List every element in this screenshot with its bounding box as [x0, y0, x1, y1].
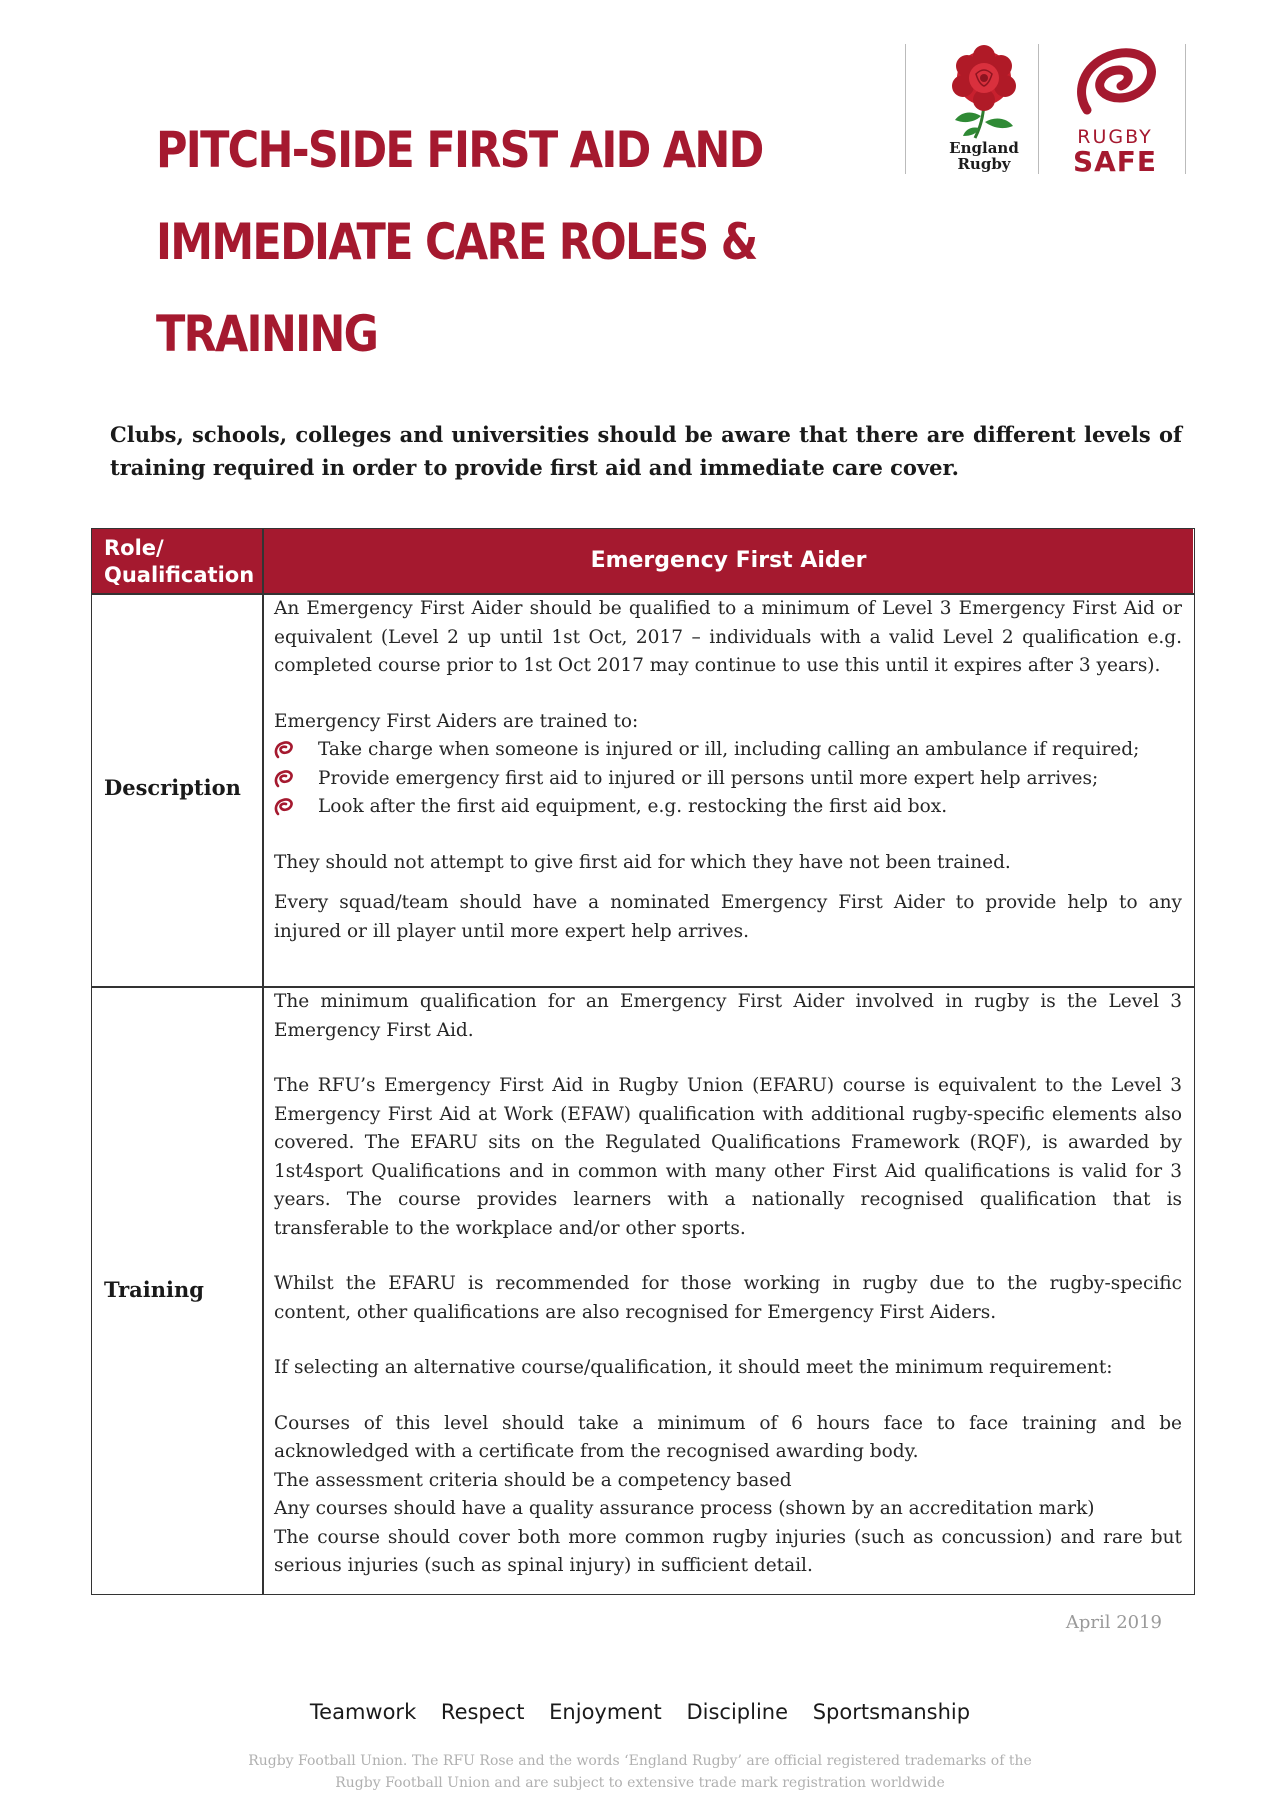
value-enjoyment: Enjoyment — [549, 1700, 662, 1724]
row-label-description: Description — [104, 775, 241, 800]
description-cell — [274, 595, 1182, 946]
description-paragraph: Every squad/team should have a nominated Emergency First Aider to provide help to any injured or ill player until more expert help arrives. — [274, 892, 1182, 942]
training-paragraph: Whilst the EFARU is recommended for those working in rugby due to the rugby-specific content, other qualifications are also recognised for Emergency First Aiders. — [274, 1273, 1182, 1323]
title-line-3: TRAINING — [156, 305, 378, 363]
list-item: Take charge when someone is injured or ill, including calling an ambulance if required; — [274, 736, 1182, 765]
rugby-safe-bullet-icon — [274, 769, 294, 789]
training-paragraph: Courses of this level should take a minimum of 6 hours face to face training and be acknowledged with a certificate from the recognised awarding body. — [274, 1412, 1182, 1462]
value-discipline: Discipline — [686, 1700, 789, 1724]
header-logos — [905, 40, 1187, 178]
rugby-safe-wordmark: RUGBY SAFE — [1072, 126, 1158, 178]
legal-notice: Rugby Football Union. The RFU Rose and the words ‘England Rugby’ are official registered trademarks of the Rugby Football Union and are subject to extensive trade mark registration worldwide — [248, 1753, 1032, 1791]
logo-divider — [905, 44, 906, 174]
description-paragraph: They should not attempt to give first aid for which they have not been trained. — [274, 851, 1011, 873]
core-values — [0, 1700, 1280, 1724]
training-cell — [274, 988, 1182, 1581]
header-role-qualification: Role/ Qualification — [104, 536, 255, 587]
roles-table — [91, 528, 1195, 1595]
intro-text: Clubs, schools, colleges and universities should be aware that there are different levels of training required in order to provide first aid and immediate care cover. — [110, 422, 1182, 480]
training-paragraph: If selecting an alternative course/qualification, it should meet the minimum requirement: — [274, 1357, 1113, 1378]
training-paragraph: The minimum qualification for an Emergency First Aider involved in rugby is the Level 3 Emergency First Aid. — [274, 991, 1182, 1041]
value-respect: Respect — [440, 1700, 525, 1724]
logo-divider — [1038, 44, 1039, 174]
value-teamwork: Teamwork — [309, 1700, 417, 1724]
england-rugby-wordmark: England Rugby — [949, 139, 1019, 173]
training-paragraph: The RFU’s Emergency First Aid in Rugby Union (EFARU) course is equivalent to the Level 3 Emergency First Aid at Work (EFAW) qualification with additional rugby-specific elements also covered. The EFARU sits on the Regulated Qualifications Framework (RQF), is awarded by 1st4sport Qualifications and in common with many other First Aid qualifications is valid for 3 years. The course provides learners with a nationally recognised qualification that is transferable to the workplace and/or other sports. — [274, 1075, 1182, 1239]
header-emergency-first-aider: Emergency First Aider — [590, 548, 867, 573]
rugby-safe-swirl-icon — [1073, 44, 1159, 122]
logo-divider — [1185, 44, 1186, 174]
list-item: Look after the first aid equipment, e.g. restocking the first aid box. — [274, 793, 1182, 822]
table-header — [92, 529, 1193, 593]
training-paragraph: The course should cover both more common rugby injuries (such as concussion) and rare but serious injuries (such as spinal injury) in sufficient detail. — [274, 1526, 1182, 1576]
row-label-training: Training — [104, 1277, 204, 1302]
document-date: April 2019 — [1065, 1612, 1162, 1633]
training-paragraph: Any courses should have a quality assurance process (shown by an accreditation mark) — [274, 1498, 1095, 1519]
title-line-1: PITCH-SIDE FIRST AID AND — [156, 121, 763, 179]
rugby-safe-bullet-icon — [274, 740, 294, 760]
training-paragraph: The assessment criteria should be a competency based — [274, 1469, 792, 1491]
england-rose-icon — [945, 44, 1023, 140]
list-item: Provide emergency first aid to injured or ill persons until more expert help arrives; — [274, 765, 1182, 794]
description-paragraph: Emergency First Aiders are trained to: — [274, 710, 639, 732]
description-paragraph: An Emergency First Aider should be qualified to a minimum of Level 3 Emergency First Aid or equivalent (Level 2 up until 1st Oct, 2017 – individuals with a valid Level 2 qualification e.g. completed course prior to 1st Oct 2017 may continue to use this until it expires after 3 years). — [274, 598, 1182, 676]
column-divider — [262, 529, 264, 1594]
title-line-2: IMMEDIATE CARE ROLES & — [156, 213, 757, 271]
value-sportsmanship: Sportsmanship — [812, 1700, 971, 1724]
rugby-safe-bullet-icon — [274, 797, 294, 817]
page-title — [156, 104, 763, 380]
